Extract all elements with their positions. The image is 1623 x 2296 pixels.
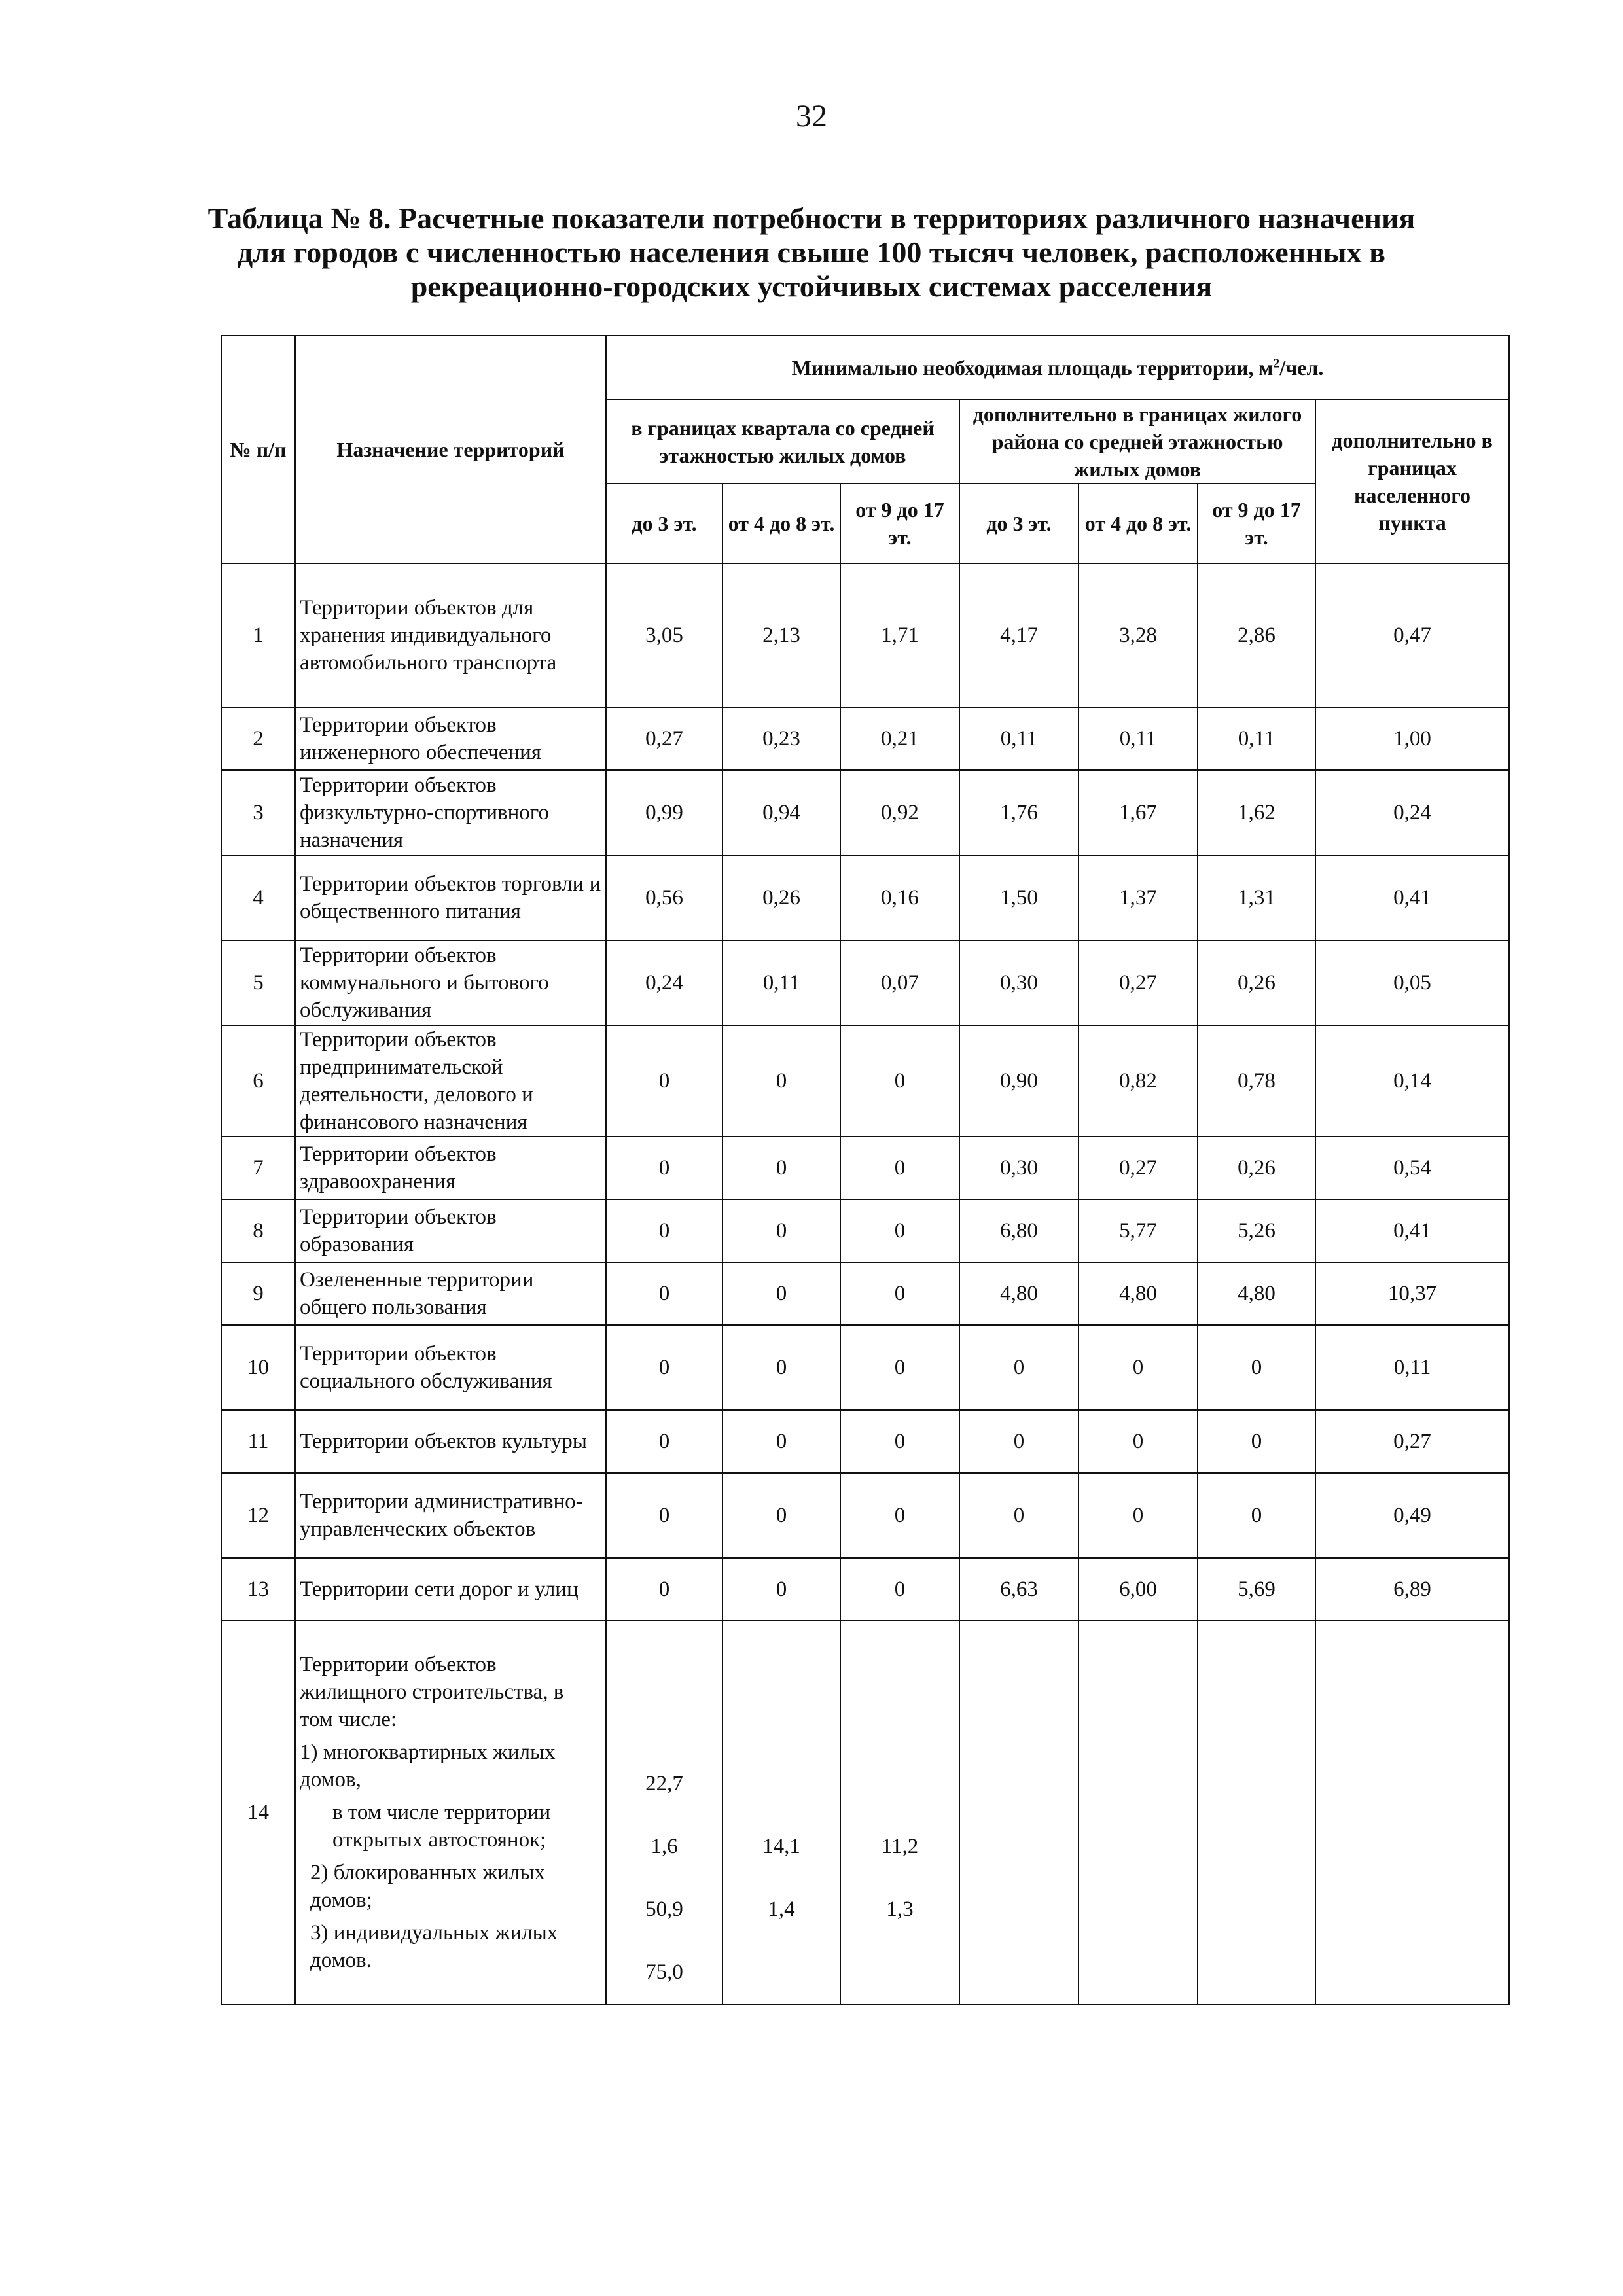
- row-number: 4: [221, 855, 295, 940]
- header-num: № п/п: [221, 336, 295, 563]
- row-number: 9: [221, 1262, 295, 1325]
- value-cell: 0: [722, 1325, 840, 1410]
- value-cell: 0: [722, 1558, 840, 1621]
- value-cell: 0: [606, 1473, 722, 1558]
- header-group-district: дополнительно в границах жилого района со средней этажностью жилых домов: [959, 400, 1315, 484]
- value-cell: 0: [840, 1558, 959, 1621]
- row-name: Территории объектов культуры: [295, 1410, 606, 1473]
- value-cell: 4,17: [959, 563, 1079, 707]
- value-cell: 1,67: [1079, 770, 1198, 855]
- value-cell: 6,80: [959, 1199, 1079, 1262]
- table-row: [221, 770, 1509, 855]
- value-cell: 0,99: [606, 770, 722, 855]
- value-cell: 1,37: [1079, 855, 1198, 940]
- value-cell: 0: [840, 1473, 959, 1558]
- value-cell: 2,13: [722, 563, 840, 707]
- table-row: [221, 1621, 1509, 2004]
- row14-col-4: [959, 1621, 1079, 2004]
- row14-v-2-3: 1,3: [886, 1898, 914, 1921]
- value-cell: 0,27: [1315, 1410, 1509, 1473]
- value-cell: 0: [959, 1325, 1079, 1410]
- header-sub-2: от 4 до 8 эт.: [722, 484, 840, 563]
- value-cell: 0,16: [840, 855, 959, 940]
- value-cell: 6,89: [1315, 1558, 1509, 1621]
- value-cell: 0,27: [1079, 1137, 1198, 1199]
- row-number: 11: [221, 1410, 295, 1473]
- row-name: Территории объектов социального обслуживания: [295, 1325, 606, 1410]
- value-cell: 0: [840, 1262, 959, 1325]
- value-cell: 1,62: [1198, 770, 1315, 855]
- header-sub-1: до 3 эт.: [606, 484, 722, 563]
- value-cell: 1,50: [959, 855, 1079, 940]
- value-cell: 0,23: [722, 707, 840, 770]
- value-cell: 0: [1079, 1473, 1198, 1558]
- table-row: [221, 1137, 1509, 1199]
- row14-v-1-3: 11,2: [881, 1835, 919, 1858]
- value-cell: 6,63: [959, 1558, 1079, 1621]
- value-cell: 0: [840, 1199, 959, 1262]
- value-cell: 5,26: [1198, 1199, 1315, 1262]
- row-number: 8: [221, 1199, 295, 1262]
- row-name: Территории объектов для хранения индивидуального автомобильного транспорта: [295, 563, 606, 707]
- value-cell: 0,11: [722, 940, 840, 1025]
- row14-v-1-1: 22,7: [645, 1772, 683, 1795]
- value-cell: 0,90: [959, 1025, 1079, 1137]
- value-cell: 0,07: [840, 940, 959, 1025]
- row14-v-2-1: 1,6: [651, 1835, 678, 1858]
- row-name: Территории объектов здравоохранения: [295, 1137, 606, 1199]
- value-cell: 0,27: [606, 707, 722, 770]
- row-name: Озелененные территории общего пользования: [295, 1262, 606, 1325]
- value-cell: 6,00: [1079, 1558, 1198, 1621]
- value-cell: 4,80: [1079, 1262, 1198, 1325]
- value-cell: 0,41: [1315, 855, 1509, 940]
- value-cell: 0,26: [1198, 1137, 1315, 1199]
- table-row: [221, 1262, 1509, 1325]
- value-cell: 0: [1198, 1410, 1315, 1473]
- value-cell: 0: [606, 1410, 722, 1473]
- row14-col-1: [606, 1621, 722, 2004]
- value-cell: 0,24: [1315, 770, 1509, 855]
- value-cell: 0,11: [959, 707, 1079, 770]
- value-cell: 0: [606, 1262, 722, 1325]
- row-number: 10: [221, 1325, 295, 1410]
- header-purpose: Назначение территорий: [295, 336, 606, 563]
- row-name: Территории объектов физкультурно-спортивного назначения: [295, 770, 606, 855]
- row-number: 14: [221, 1621, 295, 2004]
- table-row: [221, 1558, 1509, 1621]
- value-cell: 0: [722, 1473, 840, 1558]
- value-cell: 0,82: [1079, 1025, 1198, 1137]
- row-number: 6: [221, 1025, 295, 1137]
- value-cell: 3,28: [1079, 563, 1198, 707]
- row-number: 12: [221, 1473, 295, 1558]
- table-body: [221, 563, 1509, 2004]
- row14-intro: Территории объектов жилищного строительства, в том числе:: [300, 1653, 564, 1731]
- row14-col-7: [1315, 1621, 1509, 2004]
- value-cell: 0,78: [1198, 1025, 1315, 1137]
- value-cell: 0,27: [1079, 940, 1198, 1025]
- value-cell: 0,49: [1315, 1473, 1509, 1558]
- value-cell: 0,11: [1079, 707, 1198, 770]
- value-cell: 0: [722, 1262, 840, 1325]
- row-number: 3: [221, 770, 295, 855]
- value-cell: 0: [1079, 1410, 1198, 1473]
- value-cell: 0: [606, 1558, 722, 1621]
- row-name: Территории сети дорог и улиц: [295, 1558, 606, 1621]
- value-cell: 10,37: [1315, 1262, 1509, 1325]
- value-cell: 5,69: [1198, 1558, 1315, 1621]
- row-name: [295, 1621, 606, 2004]
- row14-v-1-2: 14,1: [762, 1835, 800, 1858]
- value-cell: 0,41: [1315, 1199, 1509, 1262]
- value-cell: 0: [606, 1325, 722, 1410]
- value-cell: 0: [1198, 1473, 1315, 1558]
- value-cell: 0,14: [1315, 1025, 1509, 1137]
- value-cell: 0,21: [840, 707, 959, 770]
- row-name: Территории объектов торговли и общественного питания: [295, 855, 606, 940]
- value-cell: 2,86: [1198, 563, 1315, 707]
- row14-item-3: 2) блокированных жилых домов;: [310, 1861, 546, 1912]
- row-name: Территории объектов предпринимательской деятельности, делового и финансового назначения: [295, 1025, 606, 1137]
- table-title: Таблица № 8. Расчетные показатели потребности в территориях различного назначения для городов с численностью населения свыше 100 тысяч человек, расположенных в рекреационно-городских устойчивых системах расселения: [207, 202, 1416, 303]
- value-cell: 0: [840, 1025, 959, 1137]
- value-cell: 0,30: [959, 940, 1079, 1025]
- value-cell: 1,31: [1198, 855, 1315, 940]
- value-cell: 0: [840, 1325, 959, 1410]
- value-cell: 0,05: [1315, 940, 1509, 1025]
- value-cell: 0,24: [606, 940, 722, 1025]
- row-name: Территории объектов инженерного обеспечения: [295, 707, 606, 770]
- value-cell: 0: [959, 1473, 1079, 1558]
- row-number: 1: [221, 563, 295, 707]
- table-row: [221, 1473, 1509, 1558]
- table-row: [221, 855, 1509, 940]
- header-sub-6: от 9 до 17 эт.: [1198, 484, 1315, 563]
- value-cell: 0: [722, 1410, 840, 1473]
- value-cell: 0: [959, 1410, 1079, 1473]
- value-cell: 3,05: [606, 563, 722, 707]
- table-row: [221, 940, 1509, 1025]
- row-name: Территории объектов образования: [295, 1199, 606, 1262]
- value-cell: 1,00: [1315, 707, 1509, 770]
- value-cell: 0: [722, 1199, 840, 1262]
- value-cell: 0,56: [606, 855, 722, 940]
- row-name: Территории объектов коммунального и бытового обслуживания: [295, 940, 606, 1025]
- value-cell: 0,11: [1315, 1325, 1509, 1410]
- value-cell: 0,92: [840, 770, 959, 855]
- table-row: [221, 1199, 1509, 1262]
- row14-v-3-1: 50,9: [645, 1898, 683, 1921]
- row14-col-3: [840, 1621, 959, 2004]
- row-number: 2: [221, 707, 295, 770]
- value-cell: 0: [840, 1137, 959, 1199]
- value-cell: 0: [1079, 1325, 1198, 1410]
- value-cell: 0,30: [959, 1137, 1079, 1199]
- header-sub-4: до 3 эт.: [959, 484, 1079, 563]
- row14-v-2-2: 1,4: [768, 1898, 795, 1921]
- row-name: Территории административно-управленческих объектов: [295, 1473, 606, 1558]
- value-cell: 0: [722, 1025, 840, 1137]
- value-cell: 0: [722, 1137, 840, 1199]
- table-row: [221, 1410, 1509, 1473]
- table-row: [221, 1025, 1509, 1137]
- row14-col-2: [722, 1621, 840, 2004]
- header-group-settlement: дополнительно в границах населенного пункта: [1315, 400, 1509, 563]
- value-cell: 5,77: [1079, 1199, 1198, 1262]
- row-number: 13: [221, 1558, 295, 1621]
- value-cell: 0: [606, 1199, 722, 1262]
- table-row: [221, 1325, 1509, 1410]
- value-cell: 0: [1198, 1325, 1315, 1410]
- value-cell: 0,26: [1198, 940, 1315, 1025]
- value-cell: 0,11: [1198, 707, 1315, 770]
- header-sub-5: от 4 до 8 эт.: [1079, 484, 1198, 563]
- page-number: 32: [796, 99, 827, 133]
- requirements-table: [221, 335, 1510, 2005]
- table-row: [221, 707, 1509, 770]
- header-group-quarter: в границах квартала со средней этажностью жилых домов: [606, 400, 959, 484]
- value-cell: 0: [606, 1025, 722, 1137]
- value-cell: 1,76: [959, 770, 1079, 855]
- value-cell: 0,47: [1315, 563, 1509, 707]
- header-sub-3: от 9 до 17 эт.: [840, 484, 959, 563]
- value-cell: 0,54: [1315, 1137, 1509, 1199]
- header-min-area: Минимально необходимая площадь территории, $м^2$/чел.: [606, 336, 1509, 400]
- value-cell: 0,26: [722, 855, 840, 940]
- value-cell: 4,80: [959, 1262, 1079, 1325]
- row-number: 5: [221, 940, 295, 1025]
- value-cell: 0: [840, 1410, 959, 1473]
- row14-item-4: 3) индивидуальных жилых домов.: [310, 1921, 558, 1972]
- row14-item-2: в том числе территории открытых автостоянок;: [332, 1801, 551, 1852]
- row14-item-1: 1) многоквартирных жилых домов,: [300, 1740, 556, 1792]
- value-cell: 1,71: [840, 563, 959, 707]
- row-number: 7: [221, 1137, 295, 1199]
- row14-v-4-1: 75,0: [645, 1960, 683, 1984]
- table-row: [221, 563, 1509, 707]
- value-cell: 0: [606, 1137, 722, 1199]
- value-cell: 4,80: [1198, 1262, 1315, 1325]
- row14-col-5: [1079, 1621, 1198, 2004]
- row14-col-6: [1198, 1621, 1315, 2004]
- value-cell: 0,94: [722, 770, 840, 855]
